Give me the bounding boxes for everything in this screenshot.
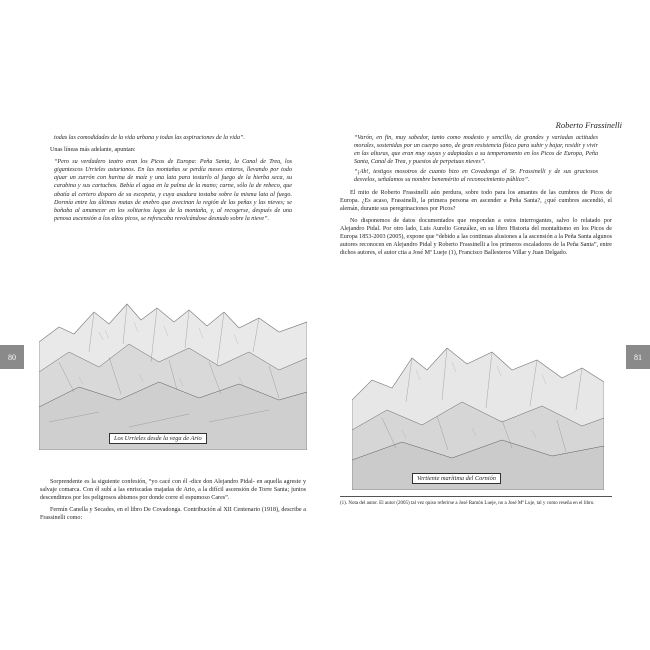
footnote: (1). Nota del autor. El autor (2005) tal vez quiso referirse a José Ramón Lueje, no a José Mª Luje, tal y como reseña en el libro. bbox=[340, 501, 595, 506]
right-page bbox=[325, 0, 650, 650]
mountain-illustration-urrieles bbox=[39, 282, 307, 450]
page-number-tab-left: 80 bbox=[0, 345, 24, 369]
right-text bbox=[340, 134, 612, 257]
quote-ah-paragraph: “¡Ah!, testigos mosotros de cuanto hizo en Covadonga el Sr. Frassinelli y de sus graciosos desvelos, señalamos su nombre benemérito al reconocimiento público”. bbox=[354, 169, 598, 184]
figure-caption-right: Vertiente marítima del Cornión bbox=[412, 473, 501, 484]
mountain-illustration-cornion bbox=[352, 330, 604, 490]
left-text-top bbox=[40, 134, 306, 223]
intro-paragraph: Unas líneas más adelante, apuntan: bbox=[50, 147, 136, 154]
footnote-divider bbox=[340, 496, 612, 497]
quote-varon-paragraph: “Varón, en fin, muy sabedor, tanto como modesto y sencillo, de grandes y variadas actitudes morales, sostenidas por un cuerpo sano, de gran resistencia física para subir y bajar, residir y vivir en las alturas, que eran muy suyas y adaptadas a su temperamento en los Picos de Europa, Peña Santa, Canal de Trea, y puestos de perpetuas nieves”. bbox=[354, 135, 598, 166]
documented-paragraph: No disponemos de datos documentados que respondan a estos interrogantes, salvo lo relatado por Alejandro Pidal. Por otro lado, Luis Aurelio González, en su libro Historia del montañismo en los Picos de Europa 1853-2003 (2005), expone que “debido a las continuas alusiones a la ascensión a la Peña Santa algunos autores reconocen en Alejandro Pidal y Roberto Frassinelli a los primeros escaladores de la Peña Santa”, entre dichos autores, el autor cita a José Mª Lueje (1), Francisco Ballesteros Villar y Juan Delgado. bbox=[340, 217, 612, 257]
myth-paragraph: El mito de Roberto Frassinelli aún perdura, sobre todo para los amantes de las cumbres de Picos de Europa. ¿Es acaso, Frassinelli, la primera persona en ascender a Peña Santa?, ¿qué cumbres ascendió, el alemán, durante sus peregrinaciones por Picos? bbox=[340, 189, 612, 212]
left-text-bottom bbox=[40, 478, 306, 522]
quote-paragraph: “Pero su verdadero teatro eran los Picos de Europa: Peña Santa, la Canal de Trea, los gigantescos Urrieles asturianos. En las montañas se perdía meses enteros, llevando por todo ajuar un zurrón con harina de maíz y una lata para tostarlo al fuego de la hierba seca, su carabina y sus cartuchos. Bebía el agua en la palma de la mano; carne, sólo la de rebeco, que abatía al certero disparo de su escopeta, y cuya asadura tostaba sobre la misma lata al fuego. Dormía entre las últimas matas de enebro que avecinan la región de las peñas y las nieves; se bañaba al amanecer en los solitarios lagos de la montaña, y, al recogerse, después de una penosa ascensión a los altos picos, se refrescaba revolcándose desnudo sobre la nieve”. bbox=[54, 159, 292, 222]
quote-end-paragraph: todas las comodidades de la vida urbana y todas las aspiraciones de la vida”. bbox=[54, 135, 245, 141]
running-head: Roberto Frassinelli bbox=[555, 120, 622, 130]
page-number-tab-right: 81 bbox=[626, 345, 650, 369]
mountain-sketch-icon bbox=[39, 282, 307, 450]
figure-caption-left: Los Urrieles desde la vega de Ario bbox=[109, 433, 207, 444]
confession-paragraph: Sorprendente es la siguiente confesión, “yo cacé con él -dice don Alejandro Pidal- en aquella agreste y salvaje comarca. Con él subí a las enriscadas majadas de Ario, a la difícil ascensión de Torre Santa; juntos descendimos por los peligrosos abismos por donde corre el espumoso Cares”. bbox=[40, 479, 306, 502]
mountain-sketch-icon bbox=[352, 330, 604, 490]
canella-paragraph: Fermín Canella y Secades, en el libro De Covadonga. Contribución al XII Centenario (1918), describe a Frassinelli como: bbox=[40, 507, 306, 522]
